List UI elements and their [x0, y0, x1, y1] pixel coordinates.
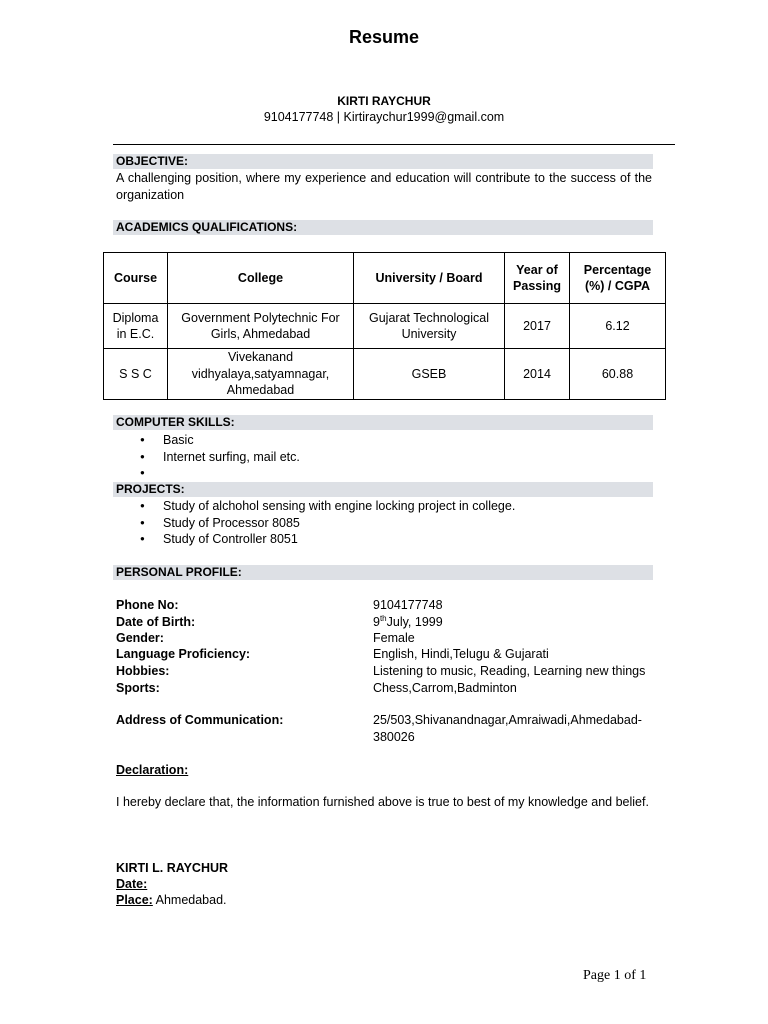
place-line [116, 892, 227, 909]
dob-suffix: th [379, 613, 387, 623]
sports-value: Chess,Carrom,Badminton [373, 681, 517, 695]
list-item: ● Internet surfing, mail etc. [140, 449, 300, 466]
table-cell: Gujarat Technological University [354, 304, 505, 349]
column-header-course: Course [104, 253, 168, 304]
table-header-row [104, 253, 666, 304]
language-label: Language Proficiency: [116, 647, 251, 661]
column-header-university: University / Board [354, 253, 505, 304]
date-label: Date: [116, 877, 148, 891]
header-divider [113, 144, 675, 145]
declaration-heading: Declaration: [116, 763, 189, 777]
list-item: ● Basic [140, 432, 300, 449]
computer-skills-list [140, 432, 300, 482]
academics-heading: ACADEMICS QUALIFICATIONS: [113, 220, 653, 235]
page-number: Page 1 of 1 [583, 968, 647, 983]
contact-info: 9104177748 | Kirtiraychur1999@gmail.com [263, 110, 505, 124]
list-item: ● Study of Controller 8051 [140, 531, 515, 548]
column-header-percentage: Percentage (%) / CGPA [570, 253, 666, 304]
column-header-year: Year of Passing [505, 253, 570, 304]
table-cell: 6.12 [570, 304, 666, 349]
table-cell: Government Polytechnic For Girls, Ahmedabad [168, 304, 354, 349]
list-item: ● Study of Processor 8085 [140, 515, 515, 532]
gender-value: Female [373, 631, 415, 645]
table-row [104, 304, 666, 349]
table-cell: 2017 [505, 304, 570, 349]
list-item: ● Study of alchohol sensing with engine locking project in college. [140, 498, 515, 515]
table-cell: S S C [104, 349, 168, 400]
computer-skills-heading: COMPUTER SKILLS: [113, 415, 653, 430]
place-value: Ahmedabad. [152, 893, 227, 907]
personal-profile-heading: PERSONAL PROFILE: [113, 565, 653, 580]
address-line-1: 25/503,Shivanandnagar,Amraiwadi,Ahmedabad- [373, 713, 642, 727]
language-value: English, Hindi,Telugu & Gujarati [373, 647, 549, 661]
signature-name: KIRTI L. RAYCHUR [116, 861, 229, 875]
projects-list [140, 498, 515, 548]
candidate-name: KIRTI RAYCHUR [337, 94, 431, 108]
table-cell: 2014 [505, 349, 570, 400]
sports-label: Sports: [116, 681, 160, 695]
place-label: Place: [116, 893, 153, 907]
hobbies-label: Hobbies: [116, 664, 170, 678]
table-cell: 60.88 [570, 349, 666, 400]
table-cell: Diploma in E.C. [104, 304, 168, 349]
dob-value [373, 614, 443, 631]
gender-label: Gender: [116, 631, 164, 645]
phone-value: 9104177748 [373, 598, 443, 612]
column-header-college: College [168, 253, 354, 304]
declaration-text: I hereby declare that, the information furnished above is true to best of my knowledge and belief. [116, 795, 649, 809]
dob-day: 9 [373, 615, 380, 629]
address-line-2: 380026 [373, 730, 415, 744]
table-row [104, 349, 666, 400]
objective-text: A challenging position, where my experience and education will contribute to the success of the organization [116, 171, 652, 202]
table-cell: Vivekanand vidhyalaya,satyamnagar, Ahmedabad [168, 349, 354, 400]
objective-heading: OBJECTIVE: [113, 154, 653, 169]
page-title: Resume [348, 27, 420, 47]
phone-label: Phone No: [116, 598, 179, 612]
hobbies-value: Listening to music, Reading, Learning new things [373, 664, 646, 678]
dob-label: Date of Birth: [116, 615, 196, 629]
address-label: Address of Communication: [116, 713, 284, 727]
projects-heading: PROJECTS: [113, 482, 653, 497]
list-item [140, 465, 300, 482]
dob-month-year: July, 1999 [386, 615, 443, 629]
academics-table [103, 252, 666, 400]
table-cell: GSEB [354, 349, 505, 400]
